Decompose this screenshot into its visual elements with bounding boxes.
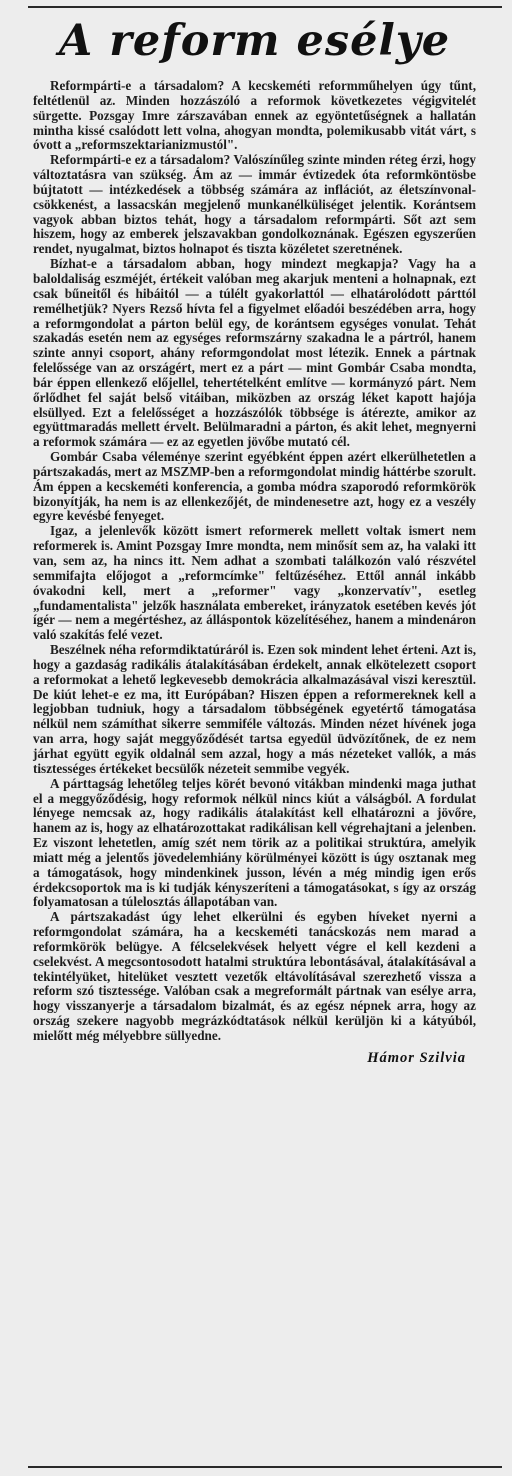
paragraph-4: Gombár Csaba véleménye szerint egyébként éppen azért elkerülhetetlen a pártszakadás, mert az MSZMP-ben a reformgondolat mindig háttérbe szorult. Ám éppen a kecskeméti konferencia, a gomba módra szaporodó reformkörök bizonyítják, ha nem is az ellenkezőjét, de mindenesetre azt, hogy ez a veszély egyre kevésbé fenyeget.	[33, 449, 476, 524]
top-rule	[28, 6, 502, 8]
article-body	[33, 79, 476, 1044]
paragraph-5: Igaz, a jelenlevők között ismert reformerek mellett voltak ismert nem reformerek is. Amint Pozsgay Imre mondta, nem minősít sem az, ha valaki itt van, sem az, ha nincs itt. Nem adhat a szombati találkozón való részvétel semmifajta előjogot a „reformcímke" feltűzéséhez. Ettől annál inkább óvakodni kell, mert a „reformer" vagy „konzervatív", esetleg „fundamentalista" jelzők használata embereket, irányzatok esetében kevés jót ígér — nem a megértéshez, az álláspontok közelítéséhez, hanem a mindenáron való szakítás felé vezet.	[33, 523, 476, 643]
paragraph-3: Bízhat-e a társadalom abban, hogy mindezt megkapja? Vagy ha a baloldaliság eszméjét, értékeit valóban meg akarjuk menteni a holnapnak, ezt csak bűneitől és hibáitól — a túlélt gyakorlattól — elhatárolódott párttól remélhetjük? Nyers Rezső hívta fel a figyelmet előadói beszédében arra, hogy a reformgondolat a párton belül egy, de korántsem egységes vonulat. Tehát szakadás esetén nem az egységes reformszárny szakadna le a pártról, hanem szinte annyi csoport, ahány reformgondolat most létezik. Ennek a pártnak felelőssége van az országért, mert ez a párt — mint Gombár Csaba mondta, bár éppen ellenkező előjellel, tehertételként említve — kormányzó párt. Nem őrlődhet fel saját belső vitáiban, miközben az ország léket kapott hajója elsüllyed. Ezt a felelősséget a hozzászólók többsége is átérezte, amikor az együttmaradás mellett érvelt. Belülmaradni a párton, és akit lehet, megnyerni a reformok számára — ez az egyetlen jövőbe mutató cél.	[33, 256, 476, 450]
paragraph-8: A pártszakadást úgy lehet elkerülni és egyben híveket nyerni a reformgondolat számára, ha a kecskeméti tanácskozás nem marad a reformkörök belügye. A félcselekvések helyett végre el kell kezdeni a cselekvést. A megcsontosodott hatalmi struktúra lebontásával, átalakításával a tekintélyüket, hitelüket vesztett vezetők eltávolításával szerezhető vissza a reform szó tisztessége. Valóban csak a megreformált pártnak van esélye arra, hogy visszanyerje a társadalom bizalmát, és az egész népnek arra, hogy az ország szekere nagyobb megrázkódtatások nélkül kerüljön ki a kátyúból, mielőtt még mélyebbre süllyedne.	[33, 909, 476, 1043]
headline: A reform esélye	[58, 16, 451, 66]
bottom-rule	[28, 1466, 502, 1468]
paragraph-7: A párttagság lehetőleg teljes körét bevonó vitákban mindenki maga juthat el a meggyőződésig, hogy reformok nélkül nincs kiút a válságból. A fordulat lényege nemcsak az, hogy radikális átalakítást kell elhatározni a jövőre, hanem az is, hogy az elhatározottakat radikálisan kell végrehajtani a jelenben. Ez viszont lehetetlen, amíg szét nem törik az a politikai struktúra, amelyik miatt még a jelentős jövedelemhiány körülményei között is úgy osztanak meg a támogatások, hogy mindenkinek jusson, lévén a még mindig igen erős érdekcsoportok ma is ki tudják kényszeríteni a támogatásokat, s így az ország folyamatosan a túlelosztás állapotában van.	[33, 775, 476, 910]
author-byline: Hámor Szilvia	[367, 1049, 466, 1066]
paragraph-1: Reformpárti-e a társadalom? A kecskeméti reformműhelyen úgy tűnt, feltétlenül az. Minden hozzászóló a reformok következetes végigvitelét sürgette. Pozsgay Imre zárszavában ennek az egyöntetűségnek a hallatán mintha kissé csalódott lett volna, ahogyan mondta, polemikusabb vitát várt, s óvott a „reformszektarianizmustól".	[33, 78, 476, 153]
paragraph-2: Reformpárti-e ez a társadalom? Valószínűleg szinte minden réteg érzi, hogy változtatásra van szükség. Ám az — immár évtizedek óta reformköntösbe bújtatott — intézkedések a többség számára az inflációt, az életszínvonal-csökkenést, a lassacskán megjelenő munkanélküliséget jelentik. Korántsem vagyok abban biztos tehát, hogy a társadalom reformpárti. Sőt azt sem hiszem, hogy az emberek jelszavakban gondolkoznának. Egészen egyszerűen rendet, nyugalmat, biztos holnapot és tiszta közéletet szeretnének.	[33, 152, 476, 257]
paragraph-6: Beszélnek néha reformdiktatúráról is. Ezen sok mindent lehet érteni. Azt is, hogy a gazdaság radikális átalakításában érdekelt, annak elkötelezett csoport a reformokat a lehető legkevesebb demokrácia alkalmazásával viszi keresztül. De kiút lehet-e ez ma, itt Európában? Hiszen éppen a reformereknek kell a legjobban tudniuk, hogy a társadalom többségének egyetértő támogatása nélkül nem számíthat sikerre semmiféle változás. Minden nézet hívének joga van arra, hogy saját meggyőződését tartsa egyedül üdvözítőnek, de ez nem járhat együtt egyik oldalnál sem azzal, hogy a más nézeteket vallók, a más tisztességes értékeket becsülők nézeteit semmibe vegyék.	[33, 642, 476, 776]
